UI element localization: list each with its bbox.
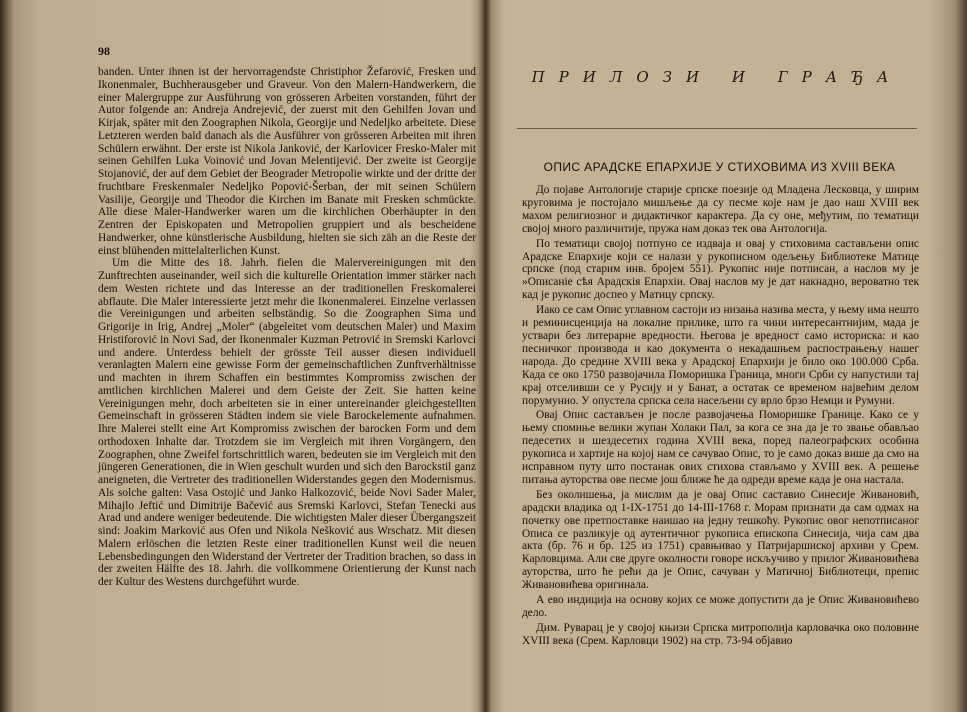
paragraph: До појаве Антологије старије српске поезије од Младена Лесковца, у ширим круговима је постојало мишљење да су песме које нам је дао наш XVIII век махом религиозног и дидактичког карактера. Да су оне, међутим, по тематици својој много различитије, пружа нам доказ тек ова Антологија. bbox=[522, 184, 919, 235]
paragraph: Овај Опис састављен је после развојачења Поморишке Границе. Како се у њему спомиње велики жупан Холаки Пал, за кога се зна да је то звање обављао педесетих и шездесетих година XVIII века, поред палеографских особина рукописа и хартије на којој нам се сачувао Опис, то је само доказ више да смо на исправном путу што постанак ових стихова стављамо у XVIII век. А решење питања ауторства ове песме још ближе ће да одреди време када је она настала. bbox=[522, 409, 919, 486]
divider bbox=[517, 128, 917, 129]
paragraph: По тематици својој потпуно се издваја и овај у стиховима састављени опис Арадске Епархије који се налази у рукописном одељењу Библиотеке Матице српске (под старим инв. бројем 551). Рукопис није потписан, а наслов му је »Описаніе сѣя Арадскія Епархіи. Овај наслов му је дат накнадно, вероватно тек кад је рукопис доспео у Матицу српску. bbox=[522, 237, 919, 302]
article-title: ОПИС АРАДСКЕ ЕПАРХИЈЕ У СТИХОВИМА ИЗ XVIII ВЕКА bbox=[543, 160, 896, 174]
paragraph: Дим. Руварац је у својој књизи Српска митрополија карловачка око половине XVIII века (Срем. Карловци 1902) на стр. 73-94 објавио bbox=[522, 621, 919, 647]
paragraph: Um die Mitte des 18. Jahrh. fielen die Malervereinigungen mit den Zunftrechten auseinander, weil sich die kulturelle Orientation immer stärker nach dem Westen richtete und das Interesse an der traditionellen Freskomalerei abflaute. Die Maler interessierte jetzt mehr die Ikonenmalerei. Einzelne verlassen die Vereinigungen und arbeiten selbständig. So die Zoographen Sima und Grigorije in Irig, Andrej „Moler“ (abgeleitet vom deutschen Maler) und Maxim Hristiforović in Novi Sad, der Ikonenmaler Kuzman Petrović in Sremski Karlovci und andere. Unterdess behielt der grösste Teil ausser diesen individuell veranlagten Malern eine gewisse Form der gemeinschaftlichen Zunftverhältnisse und machten in ihrem Schaffen ein bestimmtes Kompromiss zwischen der amtlichen kirchlichen Malerei und dem Geiste der Zeit. Sie hatten keine Vereinigungen mehr, doch arbeiteten sie in einer untereinander gleichgestellten Gemeinschaft in grösseren Städten indem sie viele Barockelemente aufnahmen. Ihre Malerei stellt eine Art Kompromiss zwischen der barocken Form und dem orthodoxen Inhalte dar. Trotzdem sie im Vergleich mit ihren Vorgängern, den Zoographen, ohne Zweifel fortschrittlich waren, bedeuten sie im Vergleich mit den jüngeren Generationen, die in Wien geschult wurden und sich den Barockstil ganz aneigneten, die Vertreter des traditionellen Widerstandes gegen den Modernismus. Als solche galten: Vasa Ostojić und Janko Halkozović, beide Novi Sader Maler, Mihajlo Jeftić und Dimitrije Bačević aus Sremski Karlovci, Stefan Tenecki aus Arad und andere weniger bedeutende. Die wichtigsten Maler dieser Übergangszeit sind: Joakim Marković aus Ofen und Nikola Nešković aus Wrschatz. Mit diesen Malern erlöschen die letzten Reste einer traditionellen Kunst weil die neuen Lebensbedingungen den Widerstand der Vertreter der Tradition brachen, so dass in der zweiten Hälfte des 18. Jahrh. die vollkommene Orientierung der Kunst nach der Kultur des Westens durchgeführt wurde. bbox=[98, 257, 476, 588]
paragraph: Иако се сам Опис углавном састоји из низања назива места, у њему има нешто и реминисценција на локалне прилике, што га чини интересантнијим, мада је уствари без литерарне вредности. Његова је вредност само историска: и као песничког производа и као документа о некадашњем распострањењу нашег народа. До средине XVIII века у Арадској Епархији је било око 100.000 Срба. Када се око 1750 развојачила Поморишка Граница, многи Срби су напустили тај крај отселивши се у Русију и у Банат, а остатак се временом највећим делом порумунио. У опустела српска села насељени су врло брзо Немци и Румуни. bbox=[522, 304, 919, 407]
right-page bbox=[487, 0, 967, 712]
paragraph: banden. Unter ihnen ist der hervorragendste Christiphor Žefarović, Fresken und Ikonenmaler, Buchherausgeber und Graveur. Von den Malern-Handwerkern, die einer Malergruppe zur Ausführung von grösseren Arbeiten vorstanden, führt der Autor folgende an: Andreja Andrejević, der zuerst mit den Gehilfen Jovan und Kirjak, später mit den Zoographen Nikola, Georgije und Nedeljko arbeitete. Diese Letzteren werden bald danach als die Ausführer von grösseren Arbeiten mit ihren Schülern erwähnt. Der erste ist Nikola Janković, der Karlovicer Fresko-Maler mit seinen Gehilfen Luka Voinović und Jovan Melentijević. Der zweite ist Georgije Stojanović, der auf dem Gebiet der Beograder Metropolie wirkte und der dritte der fruchtbare Freskenmaler Nedeljko Popović-Šerban, der mit seinen Schülern Vasilije, Georgije und Theodor die Kirchen im Banate mit Fresken schmückte. Alle diese Maler-Handwerker waren um die kirchlichen Oberhäupter in den Zentren der Episkopaten und Metropolien gruppiert und als bescheidene Handwerker, ohne künstlerische Ausbildung, hielten sie sich zäh an die Reste der einst blühenden mittelalterlichen Kunst. bbox=[98, 66, 476, 257]
right-page-text bbox=[522, 184, 919, 650]
section-heading: ПРИЛОЗИ И ГРАЂА bbox=[531, 68, 903, 86]
page-number: 98 bbox=[98, 44, 110, 58]
paragraph: Без околишења, ја мислим да је овај Опис саставио Синесије Живановић, арадски владика од 1-IX-1751 до 14-III-1768 г. Морам признати да сам одмах на почетку ове претпоставке наишао на једну тешкоћу. Рукопис овог непотписаног Описа се разликује од аутентичног рукописа епископа Синесија, чија сам два акта (бр. 76 и бр. 125 из 1751) сравњивао у Патријаршиској архиви у Срем. Карловцима. Али све друге околности говоре искључиво у прилог Живановићева ауторства, што ће рећи да је Опис, сачуван у Матичној Библиотеци, препис Живановићева оригинала. bbox=[522, 488, 919, 592]
left-page-text bbox=[98, 66, 476, 589]
paragraph: А ево индиција на основу којих се може допустити да је Опис Живановићево дело. bbox=[522, 594, 919, 619]
